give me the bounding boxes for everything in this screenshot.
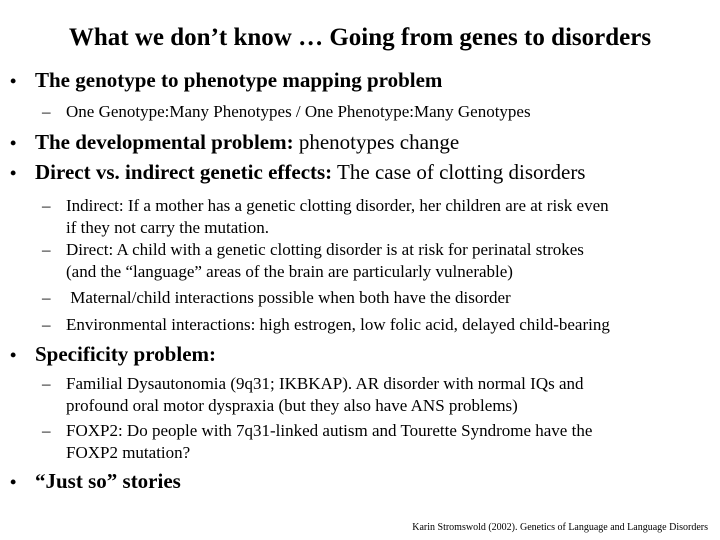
dash-marker: –: [42, 102, 51, 121]
sub-bullet-line1: Indirect: If a mother has a genetic clotting disorder, her children are at risk even: [66, 196, 609, 215]
bullet-direct-indirect: [10, 160, 585, 185]
dash-marker: –: [42, 374, 51, 393]
bullet-marker: •: [10, 71, 17, 91]
bullet-bold-text: Direct vs. indirect genetic effects:: [35, 160, 333, 184]
sub-bullet-text: Maternal/child interactions possible when both have the disorder: [66, 288, 511, 307]
sub-bullet-environmental: [42, 314, 610, 336]
sub-bullet-line1: FOXP2: Do people with 7q31-linked autism and Tourette Syndrome have the: [66, 421, 593, 440]
sub-bullet-line2: profound oral motor dyspraxia (but they also have ANS problems): [66, 396, 518, 415]
bullet-developmental-problem: [10, 130, 459, 155]
bullet-marker: •: [10, 163, 17, 183]
bullet-marker: •: [10, 133, 17, 153]
sub-bullet-line1: Direct: A child with a genetic clotting disorder is at risk for perinatal strokes: [66, 240, 584, 259]
dash-marker: –: [42, 315, 51, 334]
sub-bullet-line2: (and the “language” areas of the brain are particularly vulnerable): [66, 262, 513, 281]
sub-bullet-direct: [42, 239, 584, 283]
bullet-marker: •: [10, 472, 17, 492]
sub-bullet-foxp2: [42, 420, 592, 464]
bullet-text: “Just so” stories: [35, 469, 181, 493]
bullet-rest-text: The case of clotting disorders: [332, 160, 586, 184]
bullet-specificity-problem: [10, 342, 216, 367]
sub-bullet-text: Environmental interactions: high estrogen, low folic acid, delayed child-bearing: [66, 315, 610, 334]
sub-bullet-maternal-child: [42, 287, 511, 309]
sub-bullet-line2: FOXP2 mutation?: [66, 443, 191, 462]
sub-bullet-indirect: [42, 195, 609, 239]
dash-marker: –: [42, 288, 51, 307]
bullet-text: Specificity problem:: [35, 342, 217, 366]
bullet-bold-text: The developmental problem:: [35, 130, 294, 154]
citation-footer: Karin Stromswold (2002). Genetics of Language and Language Disorders: [412, 522, 708, 533]
bullet-genotype-phenotype: [10, 68, 442, 93]
bullet-text: The genotype to phenotype mapping problem: [35, 68, 443, 92]
sub-bullet-line1: Familial Dysautonomia (9q31; IKBKAP). AR disorder with normal IQs and: [66, 374, 584, 393]
slide-title: What we don’t know … Going from genes to disorders: [68, 24, 652, 51]
sub-bullet-genotype-mapping: [42, 101, 531, 123]
dash-marker: –: [42, 240, 51, 259]
sub-bullet-text: One Genotype:Many Phenotypes / One Phenotype:Many Genotypes: [66, 102, 531, 121]
dash-marker: –: [42, 421, 51, 440]
sub-bullet-dysautonomia: [42, 373, 584, 417]
bullet-just-so-stories: [10, 469, 181, 494]
bullet-marker: •: [10, 345, 17, 365]
sub-bullet-line2: if they not carry the mutation.: [66, 218, 269, 237]
bullet-rest-text: phenotypes change: [293, 130, 460, 154]
dash-marker: –: [42, 196, 51, 215]
